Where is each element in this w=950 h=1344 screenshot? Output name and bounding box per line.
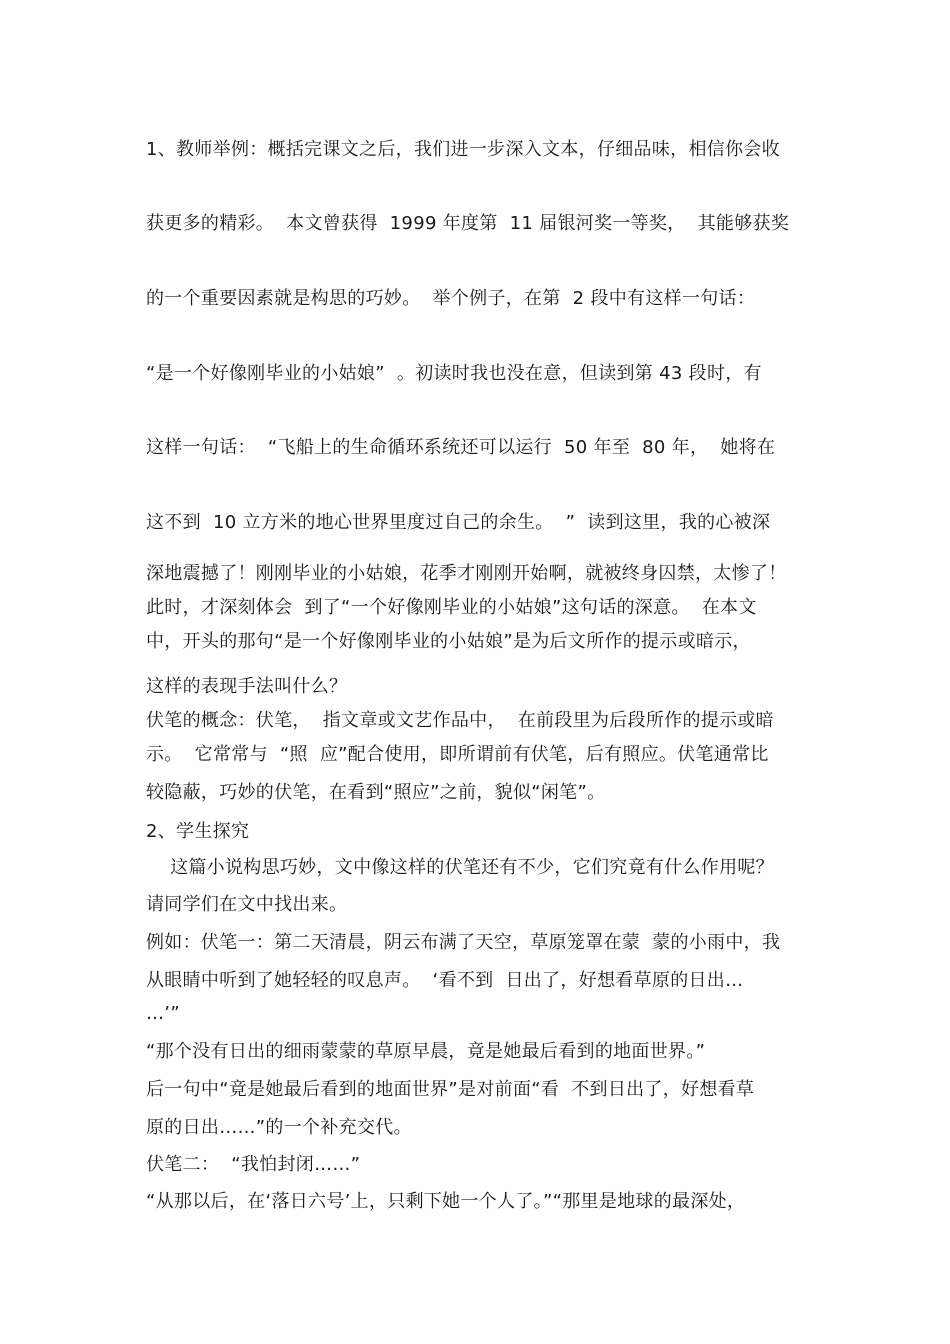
text-line-21: 后一句中“竟是她最后看到的地面世界”是对前面“看 不到日出了，好想看草 [146, 1079, 755, 1100]
text-line-10: 这样的表现手法叫什么？ [146, 676, 348, 697]
text-line-9: 中，开头的那句“是一个好像刚毕业的小姑娘”是为后文所作的提示或暗示， [146, 631, 751, 652]
text-line-24: “从那以后，在‘落日六号’上，只剩下她一个人了。”“那里是地球的最深处， [146, 1191, 746, 1212]
text-line-18: 从眼睛中听到了她轻轻的叹息声。 ‘看不到 日出了，好想看草原的日出… [146, 970, 744, 991]
text-line-7: 深地震撼了！刚刚毕业的小姑娘，花季才刚刚开始啊，就被终身囚禁，太惨了！ [146, 563, 787, 584]
text-line-2: 获更多的精彩。 本文曾获得 1999 年度第 11 届银河奖一等奖， 其能够获奖 [146, 213, 790, 234]
text-line-19: …’” [146, 1003, 180, 1024]
text-line-1: 1、教师举例：概括完课文之后，我们进一步深入文本，仔细品味，相信你会收 [146, 139, 780, 160]
text-line-8: 此时，才深刻体会 到了“一个好像刚毕业的小姑娘”这句话的深意。 在本文 [146, 597, 757, 618]
text-line-4: “是一个好像刚毕业的小姑娘” 。初读时我也没在意，但读到第 43 段时，有 [146, 363, 762, 384]
text-line-17: 例如：伏笔一：第二天清晨，阴云布满了天空，草原笼罩在蒙 蒙的小雨中，我 [146, 932, 781, 953]
text-line-15: 这篇小说构思巧妙，文中像这样的伏笔还有不少，它们究竟有什么作用呢？ [146, 857, 774, 878]
text-line-3: 的一个重要因素就是构思的巧妙。 举个例子，在第 2 段中有这样一句话： [146, 288, 756, 309]
section-heading: 2、学生探究 [146, 821, 250, 842]
text-line-6: 这不到 10 立方米的地心世界里度过自己的余生。 ” 读到这里，我的心被深 [146, 512, 771, 533]
text-line-5: 这样一句话： “飞船上的生命循环系统还可以运行 50 年至 80 年， 她将在 [146, 437, 776, 458]
text-line-16: 请同学们在文中找出来。 [146, 894, 348, 915]
text-line-12: 示。 它常常与 “照 应”配合使用，即所谓前有伏笔，后有照应。伏笔通常比 [146, 744, 769, 765]
text-line-11: 伏笔的概念：伏笔， 指文章或文艺作品中， 在前段里为后段所作的提示或暗 [146, 710, 774, 731]
text-line-20: “那个没有日出的细雨蒙蒙的草原早晨，竟是她最后看到的地面世界。” [146, 1041, 706, 1062]
text-line-23: 伏笔二： “我怕封闭……” [146, 1154, 361, 1175]
text-line-13: 较隐蔽，巧妙的伏笔，在看到“照应”之前，貌似“闲笔”。 [146, 782, 606, 803]
text-line-22: 原的日出……”的一个补充交代。 [146, 1117, 412, 1138]
